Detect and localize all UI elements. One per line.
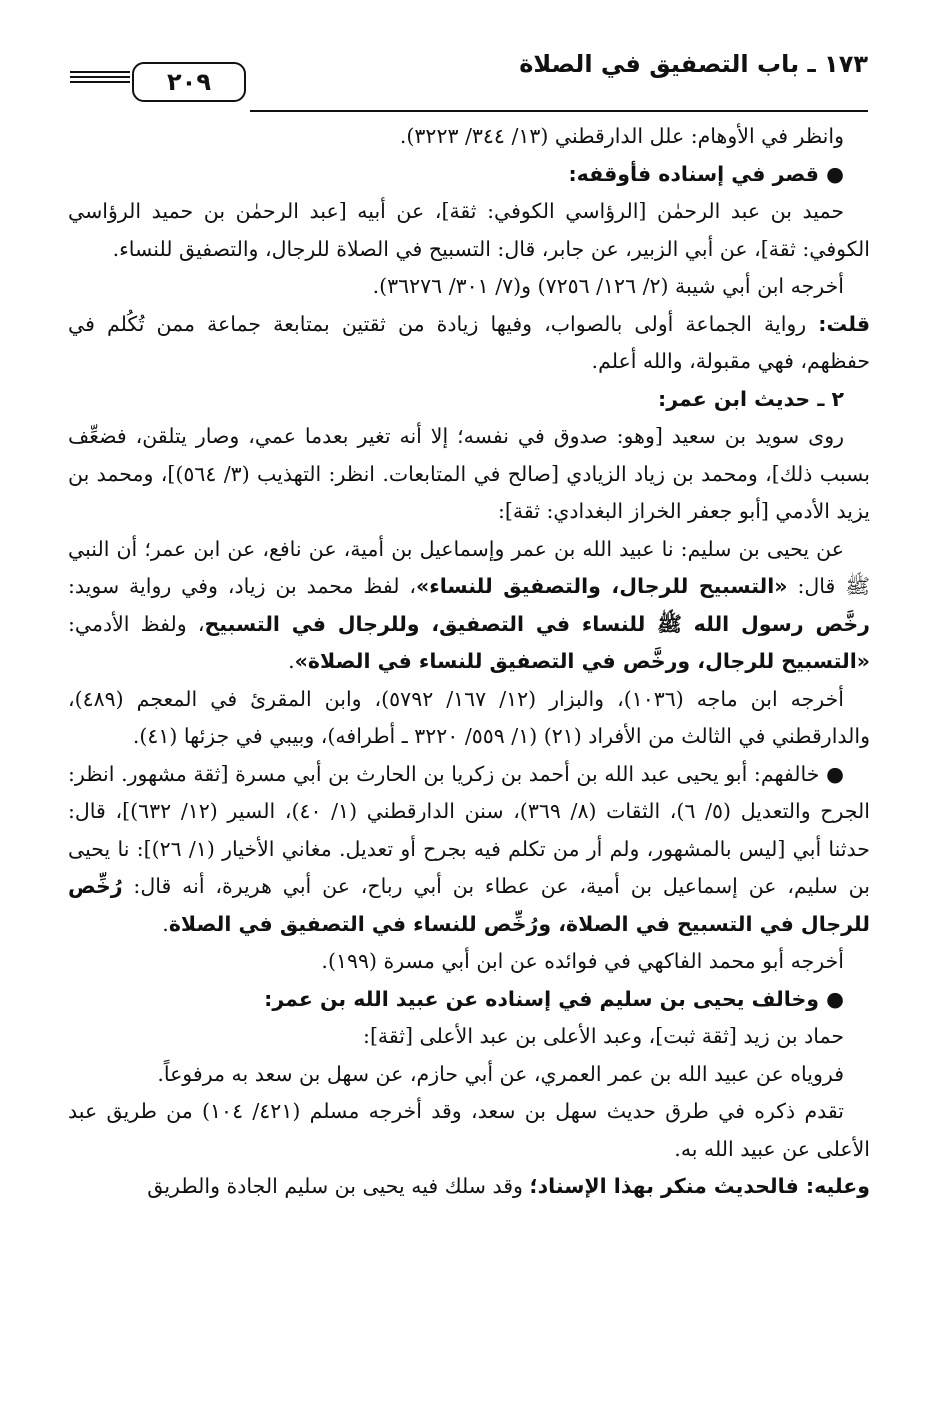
chapter-title: ١٧٣ ـ باب التصفيق في الصلاة — [519, 50, 868, 78]
note-text: رواية الجماعة أولى بالصواب، وفيها زيادة من ثقتين بمتابعة جماعة ممن تُكُلم في حفظهم، فهي مقبولة، والله أعلم. — [68, 311, 870, 373]
paragraph-12: تقدم ذكره في طرق حديث سهل بن سعد، وقد أخرجه مسلم (٤٢١/ ١٠٤) من طريق عبد الأعلى عن عبيد الله به. — [68, 1099, 870, 1161]
text-run: ، لفظ محمد بن زياد، وفي رواية سويد: — [68, 574, 416, 598]
hadith-text: «التسبيح للرجال، والتصفيق للنساء» — [415, 574, 788, 598]
text-run: . — [162, 911, 169, 936]
paragraph-7: أخرجه ابن ماجه (١٠٣٦)، والبزار (١٢/ ١٦٧/ ٥٧٩٢)، وابن المقرئ في المعجم (٤٨٩)، والدارقطني في الثالث من الأفراد (٢١) (١/ ٥٥٩/ ٣٢٢٠ ـ أطرافه)، وبيبي في جزئها (٤١). — [68, 686, 870, 748]
hadith-text: رخَّص رسول الله ﷺ للنساء في التصفيق، وللرجال في التسبيح — [204, 611, 870, 636]
paragraph-4 — [68, 306, 870, 381]
paragraph-10: حماد بن زيد [ثقة ثبت]، وعبد الأعلى بن عبد الأعلى [ثقة]: — [363, 1024, 844, 1048]
section-heading-2 — [68, 381, 870, 419]
paragraph-5: روى سويد بن سعيد [وهو: صدوق في نفسه؛ إلا أنه تغير بعدما عمي، وصار يتلقن، فضعِّف بسبب ذلك]، ومحمد بن زياد الزيادي [صالح في المتابعات. انظر: التهذيب (٣/ ٥٦٤)]، ومحمد بن يزيد الأدمي [أبو جعفر الخراز البغدادي: ثقة]: — [68, 424, 870, 523]
paragraph-3: أخرجه ابن أبي شيبة (٢/ ١٢٦/ ٧٢٥٦) و(٧/ ٣٠١/ ٣٦٢٧٦). — [372, 274, 844, 298]
header-rule — [250, 110, 868, 112]
paragraph-8 — [68, 756, 870, 944]
text-run: عن يحيى بن سليم: نا عبيد الله بن عمر وإسماعيل بن أمية، عن نافع، عن ابن عمر؛ أن النبي ﷺ قال: — [68, 536, 870, 598]
paragraph-6 — [68, 531, 870, 681]
paragraph-9: أخرجه أبو محمد الفاكهي في فوائده عن ابن أبي مسرة (١٩٩). — [321, 949, 844, 973]
page-header — [70, 40, 868, 110]
note-lead: قلت: — [818, 311, 870, 336]
paragraph-2: حميد بن عبد الرحمٰن [الرؤاسي الكوفي: ثقة]، عن أبيه [عبد الرحمٰن بن حميد الرؤاسي الكوفي: ثقة]، عن أبي الزبير، عن جابر، قال: التسبيح في الصلاة للرجال، والتصفيق للنساء. — [68, 199, 870, 261]
page-number-frame — [132, 62, 246, 102]
paragraph-1: وانظر في الأوهام: علل الدارقطني (١٣/ ٣٤٤/ ٣٢٢٣). — [399, 124, 844, 148]
conclusion-lead: وعليه: فالحديث منكر بهذا الإسناد؛ — [529, 1174, 870, 1198]
page-body — [68, 118, 870, 1206]
page-number: ٢٠٩ — [167, 68, 211, 96]
text-run: ● خالفهم: أبو يحيى عبد الله بن أحمد بن زكريا بن الحارث بن أبي مسرة [ثقة مشهور. انظر: الجرح والتعديل (٥/ ٦)، الثقات (٨/ ٣٦٩)، سنن الدارقطني (١/ ٤٠)، السير (١٢/ ٦٣٢)]، قال: حدثنا أبي [ليس بالمشهور، ولم أر من تكلم فيه بجرح أو تعديل. مغاني الأخيار (١/ ٢٦)]: نا يحيى بن سليم، عن إسماعيل بن أمية، عن عطاء بن أبي رباح، عن أبي هريرة، أنه قال: — [68, 761, 870, 898]
section-heading-3 — [68, 981, 870, 1019]
paragraph-13 — [68, 1168, 870, 1206]
conclusion-text: وقد سلك فيه يحيى بن سليم الجادة والطريق — [147, 1174, 530, 1198]
ornament-lines — [70, 68, 130, 86]
text-run: ، ولفظ الأدمي: — [68, 611, 205, 636]
heading-text: ● وخالف يحيى بن سليم في إسناده عن عبيد الله بن عمر: — [264, 986, 844, 1011]
hadith-text: «التسبيح للرجال، ورخَّص في التصفيق للنساء في الصلاة» — [294, 649, 870, 673]
hadith-text: رُخِّص للرجال في التسبيح في الصلاة، ورُخِّص للنساء في التصفيق في الصلاة — [68, 874, 870, 936]
heading-text: ٢ ـ حديث ابن عمر: — [658, 386, 844, 411]
text-run: . — [288, 649, 295, 673]
page-number-ornament — [70, 62, 310, 102]
section-heading-1 — [68, 156, 870, 194]
paragraph-11: فروياه عن عبيد الله بن عمر العمري، عن أبي حازم، عن سهل بن سعد به مرفوعاً. — [157, 1061, 844, 1086]
heading-text: ● قصر في إسناده فأوقفه: — [568, 161, 844, 186]
